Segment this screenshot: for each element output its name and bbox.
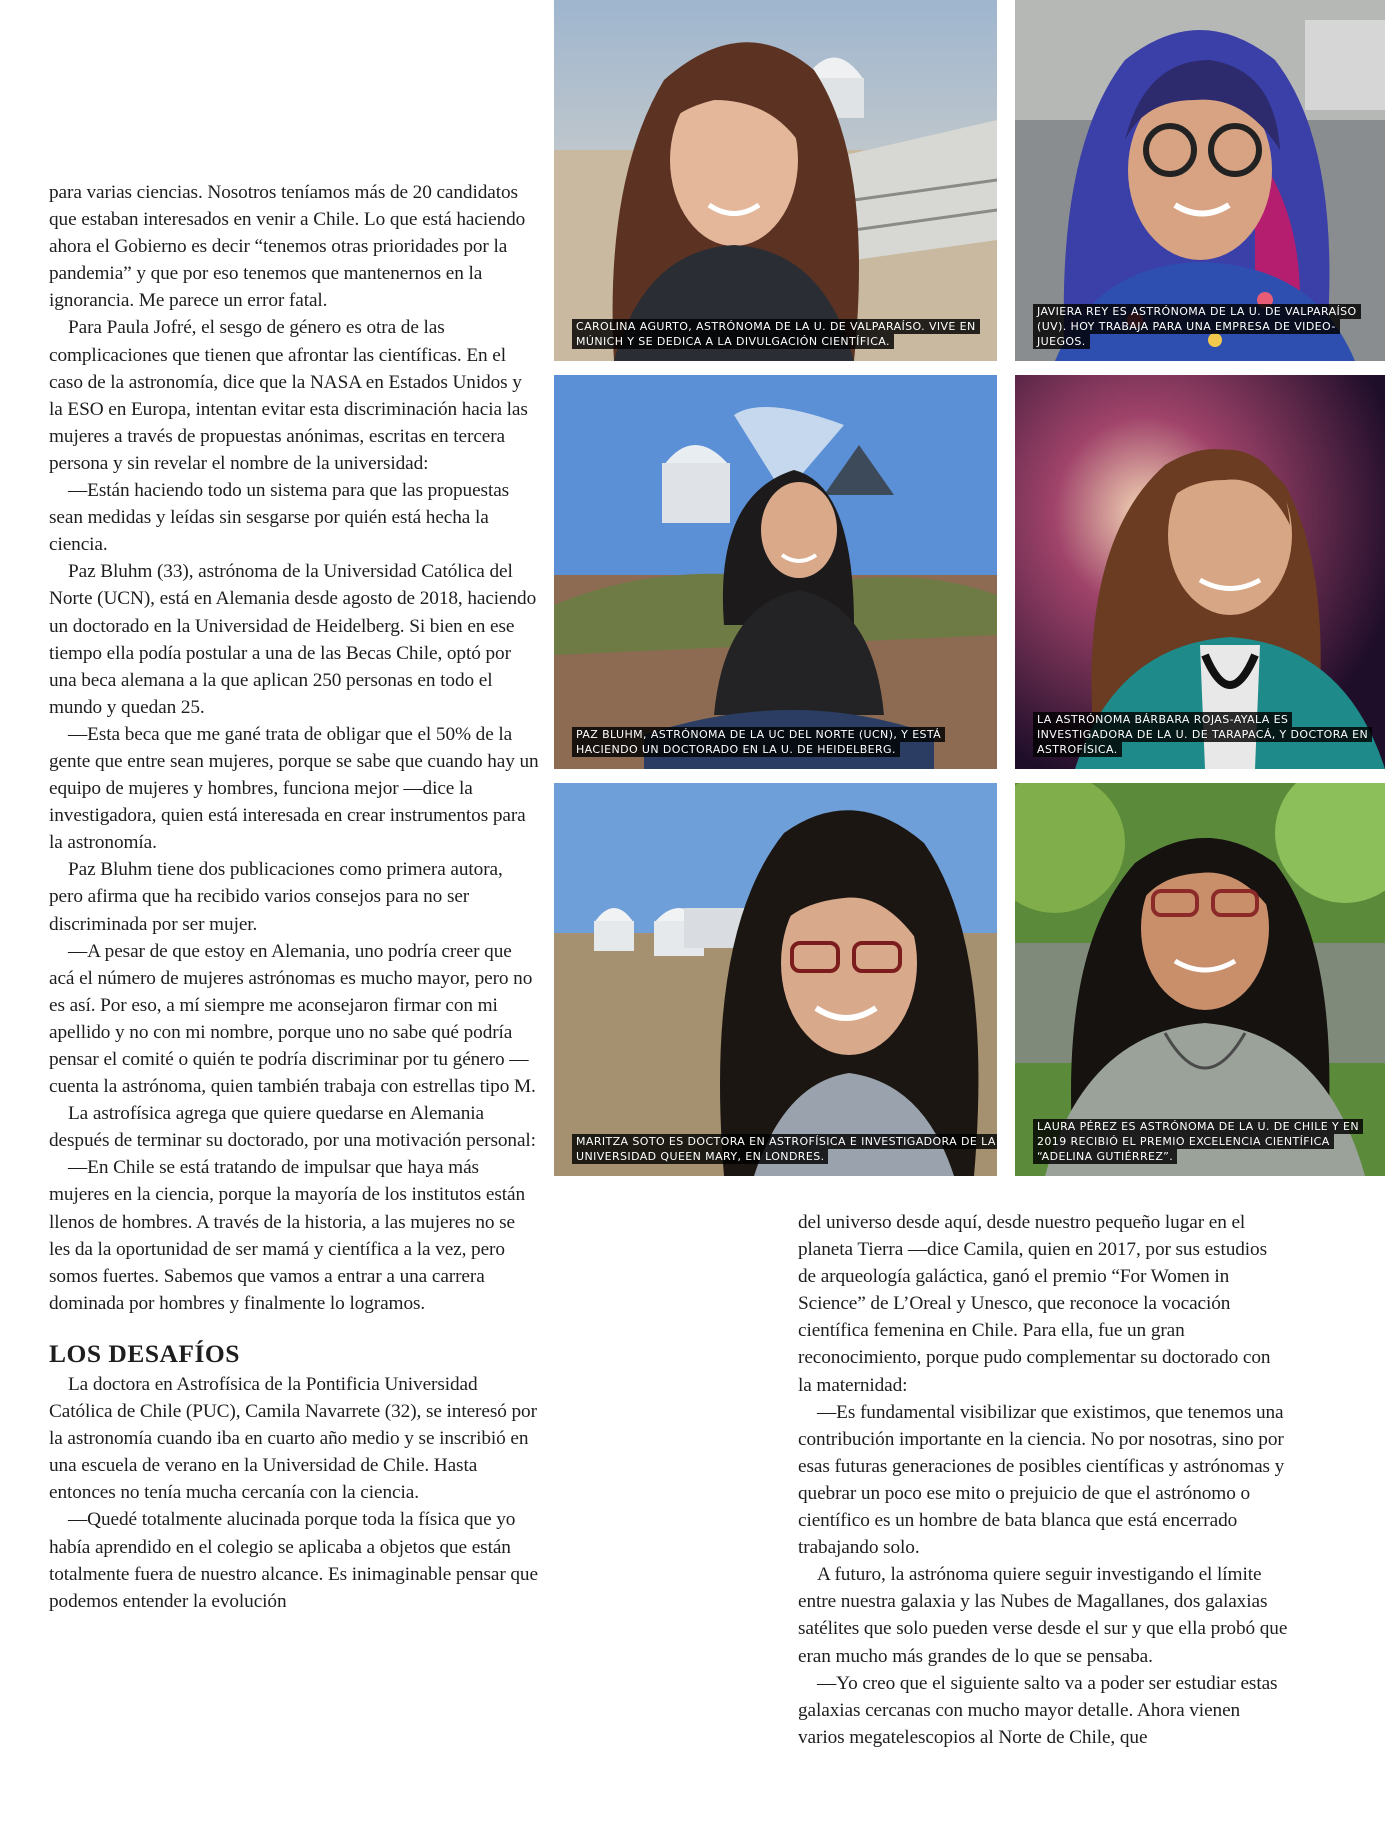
article-paragraph: —Yo creo que el siguiente salto va a poder ser estudiar estas galaxias cercanas con mucho mayor detalle. Ahora vienen varios megatelescopios al Norte de Chile, que bbox=[798, 1672, 1278, 1748]
article-paragraph: —A pesar de que estoy en Alemania, uno podría creer que acá el número de mujeres astrónomas es mucho mayor, pero no es así. Por eso, a mí siempre me aconsejaron firmar con mi apellido y no con mi nombre, porque uno no sabe qué podría pensar el comité o quién te podría discriminar por tu género —cuenta la astrónoma, quien también trabaja con estrellas tipo M. bbox=[49, 940, 536, 1098]
article-paragraph: Paz Bluhm (33), astrónoma de la Universidad Católica del Norte (UCN), está en Alemania desde agosto de 2018, haciendo un doctorado en la Universidad de Heidelberg. Si bien en ese tiempo ella podía postular a una de las Becas Chile, optó por una beca alemana a la que aplican 250 personas en todo el mundo y quedan 25. bbox=[49, 561, 537, 718]
photo-barbara-rojas-ayala bbox=[1015, 375, 1385, 769]
article-paragraph: —Quedé totalmente alucinada porque toda la física que yo había aprendido en el colegio se aplicaba a objetos que están totalmente fuera de nuestro alcance. Es inimaginable pensar que podemos entender la evolución bbox=[49, 1509, 538, 1612]
photo-caption: CAROLINA AGURTO, ASTRÓNOMA DE LA U. DE VALPARAÍSO. VIVE EN MÚNICH Y SE DEDICA A LA DIVULGACIÓN CIENTÍFICA. bbox=[572, 319, 997, 349]
article-paragraph: —Esta beca que me gané trata de obligar que el 50% de la gente que entre sean mujeres, porque se sabe que cuando hay un equipo de mujeres y hombres, funciona mejor —dice la investigadora, quien está interesada en crear instrumentos para la astronomía. bbox=[49, 723, 539, 854]
article-paragraph: —Es fundamental visibilizar que existimos, que tenemos una contribución importante en la ciencia. No por nosotras, sino por esas futuras generaciones de posibles científicas y astrónomas y quebrar un poco ese mito o prejuicio de que el astrónomo o científico es un hombre de bata blanca que está encerrado trabajando solo. bbox=[798, 1401, 1285, 1559]
photo-paz-bluhm bbox=[554, 375, 997, 769]
photo-laura-perez bbox=[1015, 783, 1385, 1176]
photo-caption: JAVIERA REY ES ASTRÓNOMA DE LA U. DE VALPARAÍSO (UV). HOY TRABAJA PARA UNA EMPRESA DE VIDEO-JUEGOS. bbox=[1033, 304, 1385, 349]
article-paragraph: A futuro, la astrónoma quiere seguir investigando el límite entre nuestra galaxia y las Nubes de Magallanes, dos galaxias satélites que solo pueden verse desde el sur y que ella probó que eran mucho más grandes de lo que se pensaba. bbox=[798, 1564, 1288, 1667]
article-left-column bbox=[49, 179, 539, 1615]
article-paragraph: del universo desde aquí, desde nuestro pequeño lugar en el planeta Tierra —dice Camila, quien en 2017, por sus estudios de arqueología galáctica, ganó el premio “For Women in Science” de L’Oreal y Unesco, que reconoce la vocación científica femenina en Chile. Para ella, fue un gran reconocimiento, porque pudo complementar su doctorado con la maternidad: bbox=[798, 1212, 1271, 1396]
photo-caption: LA ASTRÓNOMA BÁRBARA ROJAS-AYALA ES INVESTIGADORA DE LA U. DE TARAPACÁ, Y DOCTORA EN ASTROFÍSICA. bbox=[1033, 712, 1385, 757]
photo-caption: MARITZA SOTO ES DOCTORA EN ASTROFÍSICA E INVESTIGADORA DE LA UNIVERSIDAD QUEEN MARY, EN LONDRES. bbox=[572, 1134, 997, 1164]
photo-caption: PAZ BLUHM, ASTRÓNOMA DE LA UC DEL NORTE (UCN), Y ESTÁ HACIENDO UN DOCTORADO EN LA U. DE HEIDELBERG. bbox=[572, 727, 997, 757]
article-paragraph: La astrofísica agrega que quiere quedarse en Alemania después de terminar su doctorado, por una motivación personal: bbox=[49, 1103, 536, 1152]
article-paragraph: Paz Bluhm tiene dos publicaciones como primera autora, pero afirma que ha recibido varios consejos para no ser discriminada por ser mujer. bbox=[49, 859, 503, 935]
article-paragraph: La doctora en Astrofísica de la Pontificia Universidad Católica de Chile (PUC), Camila Navarrete (32), se interesó por la astronomía cuando iba en cuarto año medio y se inscribió en una escuela de verano en la Universidad de Chile. Hasta entonces no tenía mucha cercanía con la ciencia. bbox=[49, 1373, 537, 1504]
photo-maritza-soto bbox=[554, 783, 997, 1176]
photo-carolina-agurto bbox=[554, 0, 997, 361]
photo-caption: LAURA PÉREZ ES ASTRÓNOMA DE LA U. DE CHILE Y EN 2019 RECIBIÓ EL PREMIO EXCELENCIA CIENTÍFICA “ADELINA GUTIÉRREZ”. bbox=[1033, 1119, 1385, 1164]
article-right-column bbox=[798, 1209, 1288, 1751]
article-paragraph: —En Chile se está tratando de impulsar que haya más mujeres en la ciencia, porque la mayoría de los institutos están llenos de hombres. A través de la historia, a las mujeres no se les da la oportunidad de ser mamá y científica a la vez, pero somos fuertes. Sabemos que vamos a entrar a una carrera dominada por hombres y finalmente lo logramos. bbox=[49, 1157, 526, 1314]
article-paragraph: para varias ciencias. Nosotros teníamos más de 20 candidatos que estaban interesados en venir a Chile. Lo que está haciendo ahora el Gobierno es decir “tenemos otras prioridades por la pandemia” y que por eso tenemos que mantenernos en la ignorancia. Me parece un error fatal. bbox=[49, 182, 526, 312]
article-paragraph: —Están haciendo todo un sistema para que las propuestas sean medidas y leídas sin sesgarse por quién está hecha la ciencia. bbox=[49, 480, 510, 556]
article-paragraph: Para Paula Jofré, el sesgo de género es otra de las complicaciones que tienen que afrontar las científicas. En el caso de la astronomía, dice que la NASA en Estados Unidos y la ESO en Europa, intentan evitar esta discriminación hacia las mujeres a través de propuestas anónimas, escritas en tercera persona y sin revelar el nombre de la universidad: bbox=[49, 317, 528, 474]
section-heading: LOS DESAFÍOS bbox=[49, 1338, 240, 1368]
photo-javiera-rey bbox=[1015, 0, 1385, 361]
